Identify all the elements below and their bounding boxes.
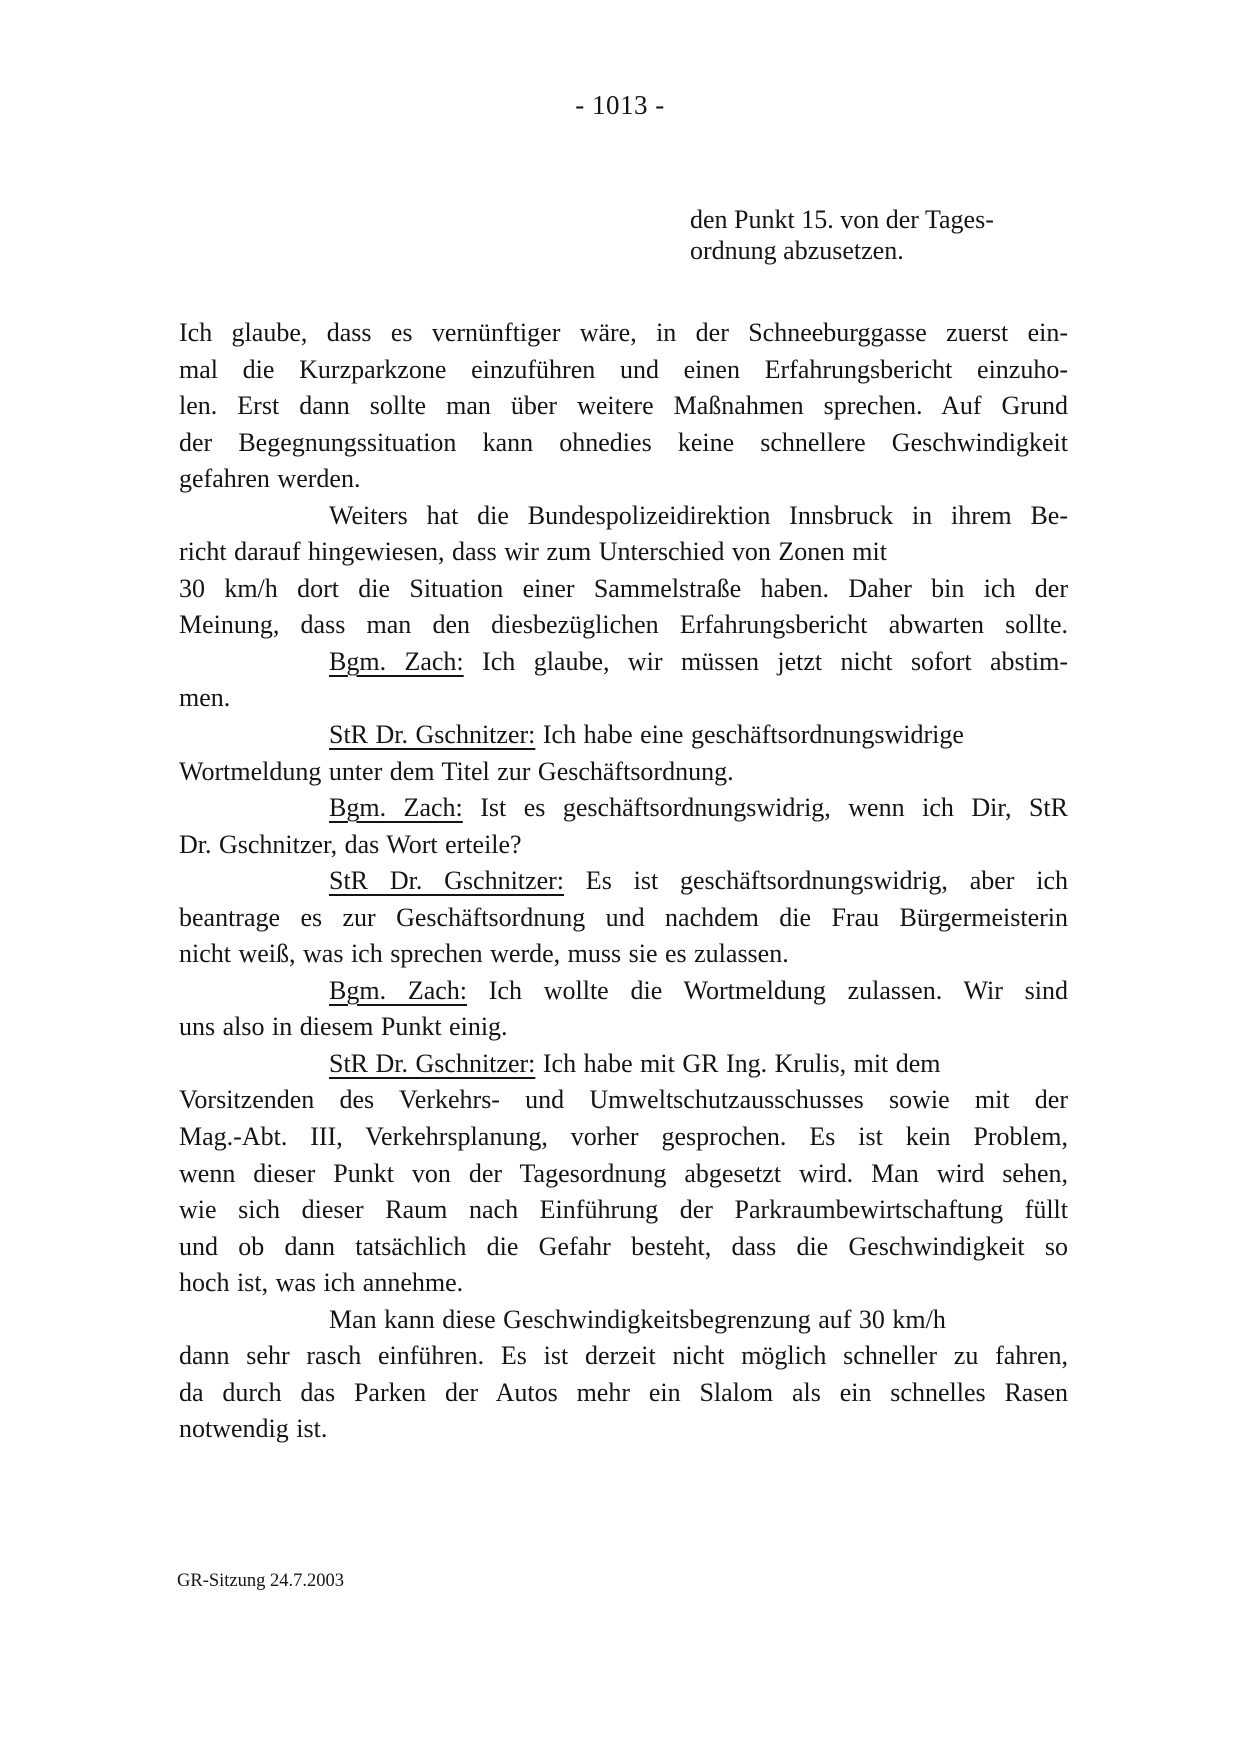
transcript-paragraph (179, 973, 1068, 1046)
transcript-line: Wortmeldung unter dem Titel zur Geschäftsordnung. (179, 756, 734, 786)
transcript-paragraph (179, 790, 1068, 863)
transcript-line: Bgm. Zach: Ich glaube, wir müssen jetzt nicht sofort abstim- (329, 646, 1068, 676)
motion-text-block (690, 204, 994, 266)
transcript-line: dann sehr rasch einführen. Es ist derzeit nicht möglich schneller zu fahren, (179, 1341, 1068, 1371)
transcript-line: Bgm. Zach: Ist es geschäftsordnungswidrig, wenn ich Dir, StR (329, 793, 1068, 823)
speaker-label: StR Dr. Gschnitzer: (329, 1048, 536, 1078)
transcript-line: men. (179, 683, 231, 713)
transcript-paragraph (179, 644, 1068, 717)
speaker-label: StR Dr. Gschnitzer: (329, 720, 536, 750)
transcript-line: Man kann diese Geschwindigkeitsbegrenzung auf 30 km/h (329, 1304, 946, 1334)
transcript-line: StR Dr. Gschnitzer: Ich habe mit GR Ing. Krulis, mit dem (329, 1048, 941, 1078)
transcript-line: wie sich dieser Raum nach Einführung der Parkraumbewirtschaftung füllt (179, 1195, 1068, 1225)
transcript-line: StR Dr. Gschnitzer: Es ist geschäftsordnungswidrig, aber ich (329, 866, 1068, 896)
transcript-line: Mag.-Abt. III, Verkehrsplanung, vorher gesprochen. Es ist kein Problem, (179, 1122, 1068, 1152)
transcript-line: hoch ist, was ich annehme. (179, 1268, 464, 1298)
transcript-line: 30 km/h dort die Situation einer Sammelstraße haben. Daher bin ich der (179, 573, 1068, 603)
transcript-line: Dr. Gschnitzer, das Wort erteile? (179, 829, 522, 859)
speaker-label: Bgm. Zach: (329, 646, 464, 676)
speaker-label: Bgm. Zach: (329, 975, 468, 1005)
motion-text-line: ordnung abzusetzen. (690, 236, 904, 265)
transcript-paragraph (179, 1046, 1068, 1302)
transcript-paragraph (179, 498, 1068, 644)
footer-note: GR-Sitzung 24.7.2003 (177, 1571, 345, 1591)
transcript-line: uns also in diesem Punkt einig. (179, 1012, 508, 1042)
transcript-line: der Begegnungssituation kann ohnedies keine schnellere Geschwindigkeit (179, 427, 1068, 457)
transcript-line: beantrage es zur Geschäftsordnung und nachdem die Frau Bürgermeisterin (179, 902, 1068, 932)
speaker-label: Bgm. Zach: (329, 793, 463, 823)
transcript-paragraph (179, 717, 1068, 790)
transcript-line: Ich glaube, dass es vernünftiger wäre, in der Schneeburggasse zuerst ein- (179, 318, 1068, 347)
motion-text-line: den Punkt 15. von der Tages- (690, 205, 994, 234)
transcript-line: und ob dann tatsächlich die Gefahr besteht, dass die Geschwindigkeit so (179, 1231, 1068, 1261)
speaker-label: StR Dr. Gschnitzer: (329, 866, 564, 896)
transcript-line: StR Dr. Gschnitzer: Ich habe eine geschäftsordnungswidrige (329, 720, 964, 750)
transcript-line: gefahren werden. (179, 464, 361, 494)
transcript-paragraph (179, 1302, 1068, 1448)
transcript-line: nicht weiß, was ich sprechen werde, muss sie es zulassen. (179, 939, 789, 969)
transcript-line: len. Erst dann sollte man über weitere Maßnahmen sprechen. Auf Grund (179, 391, 1068, 421)
transcript-line: richt darauf hingewiesen, dass wir zum Unterschied von Zonen mit (179, 537, 887, 567)
transcript-line: Bgm. Zach: Ich wollte die Wortmeldung zulassen. Wir sind (329, 975, 1068, 1005)
transcript-line: Meinung, dass man den diesbezüglichen Erfahrungsbericht abwarten sollte. (179, 610, 1068, 640)
transcript-line: Weiters hat die Bundespolizeidirektion Innsbruck in ihrem Be- (329, 500, 1068, 530)
transcript-line: notwendig ist. (179, 1414, 328, 1444)
transcript-paragraph (179, 315, 1068, 498)
transcript-line: Vorsitzenden des Verkehrs- und Umweltschutzausschusses sowie mit der (179, 1085, 1068, 1115)
transcript (179, 315, 1068, 1448)
page-number: - 1013 - (575, 90, 665, 120)
transcript-line: wenn dieser Punkt von der Tagesordnung abgesetzt wird. Man wird sehen, (179, 1158, 1068, 1188)
transcript-line: da durch das Parken der Autos mehr ein Slalom als ein schnelles Rasen (179, 1377, 1068, 1407)
transcript-line: mal die Kurzparkzone einzuführen und einen Erfahrungsbericht einzuho- (179, 354, 1068, 384)
transcript-paragraph (179, 863, 1068, 973)
